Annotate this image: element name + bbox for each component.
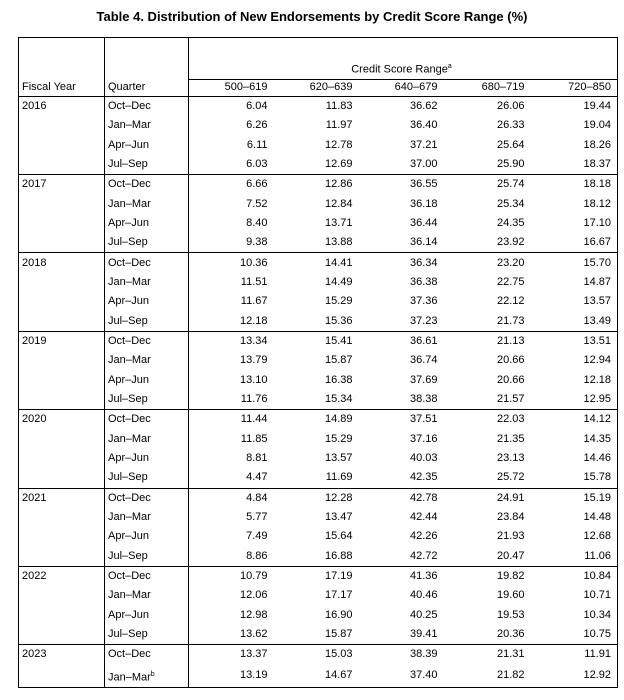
value-cell: 18.12: [531, 194, 618, 213]
value-cell: 42.35: [359, 468, 444, 488]
value-cell: 16.90: [324, 608, 353, 621]
value-cell: 15.36: [274, 311, 359, 331]
value-cell: 13.10: [239, 373, 268, 386]
value-cell: 19.44: [531, 96, 618, 116]
footnote-b-marker: b: [150, 670, 155, 678]
value-cell: 37.00: [359, 155, 444, 175]
value-cell: 13.71: [324, 216, 353, 229]
value-cell: 10.84: [531, 566, 618, 586]
table-row: [19, 331, 618, 351]
value-cell: 15.34: [274, 390, 359, 410]
quarter-cell: [105, 449, 189, 468]
value-cell: 6.04: [246, 99, 268, 112]
value-cell: 39.41: [359, 625, 444, 645]
quarter-label: Jan–Mar: [108, 119, 151, 132]
quarter-label: Oct–Dec: [108, 491, 151, 504]
credit-score-range-header: [189, 58, 618, 79]
value-cell: 16.88: [274, 547, 359, 567]
value-cell: 20.66: [496, 354, 525, 367]
quarter-label: Jul–Sep: [108, 157, 148, 170]
quarter-label: Oct–Dec: [108, 178, 151, 191]
value-cell: 36.74: [409, 354, 438, 367]
quarter-cell: [105, 273, 189, 292]
value-cell: 12.92: [531, 665, 618, 688]
fiscal-year-cell: 2017: [19, 175, 105, 195]
fiscal-year-cell: 2023: [19, 645, 105, 665]
value-cell: 21.13: [496, 334, 525, 347]
value-cell: 11.91: [531, 645, 618, 665]
table-row: [19, 233, 618, 253]
value-cell: 10.36: [239, 256, 268, 269]
value-cell: 40.03: [409, 452, 438, 465]
quarter-cell: [105, 116, 189, 135]
quarter-cell: [105, 351, 189, 370]
value-cell: 17.17: [324, 589, 353, 602]
table-row: [19, 292, 618, 311]
value-cell: 21.93: [496, 530, 525, 543]
quarter-cell: [105, 311, 189, 331]
value-cell: 42.72: [359, 547, 444, 567]
table-row: [19, 351, 618, 370]
quarter-label: Jul–Sep: [108, 392, 148, 405]
table-row: [19, 194, 618, 213]
table-row: [19, 586, 618, 605]
table-row: [19, 606, 618, 625]
value-cell: 14.49: [324, 275, 353, 288]
table-row: [19, 468, 618, 488]
quarter-label: Apr–Jun: [108, 530, 149, 543]
value-cell: 13.88: [274, 233, 359, 253]
value-cell: 40.25: [409, 608, 438, 621]
value-cell: 19.53: [496, 608, 525, 621]
value-cell: 13.57: [531, 292, 618, 311]
quarter-label: Apr–Jun: [108, 608, 149, 621]
value-cell: 13.57: [324, 452, 353, 465]
value-cell: 16.67: [531, 233, 618, 253]
quarter-cell: [105, 586, 189, 605]
value-cell: 21.73: [444, 311, 531, 331]
quarter-cell: [105, 331, 189, 351]
table-row: [19, 155, 618, 175]
value-cell: 14.35: [531, 430, 618, 449]
quarter-cell: [105, 430, 189, 449]
value-cell: 23.92: [444, 233, 531, 253]
quarter-label: Oct–Dec: [108, 99, 151, 112]
quarter-label: Oct–Dec: [108, 413, 151, 426]
table-row: [19, 253, 618, 273]
value-cell: 15.78: [531, 468, 618, 488]
table-row: [19, 214, 618, 233]
value-cell: 38.38: [359, 390, 444, 410]
value-cell: 26.33: [496, 119, 525, 132]
value-cell: 36.40: [409, 119, 438, 132]
value-cell: 22.12: [496, 295, 525, 308]
table-row: [19, 370, 618, 389]
fiscal-year-cell: 2019: [19, 331, 105, 351]
value-cell: 41.36: [409, 570, 438, 583]
value-cell: 37.23: [359, 311, 444, 331]
value-cell: 19.04: [531, 116, 618, 135]
credit-score-table: [18, 37, 618, 688]
value-cell: 25.72: [444, 468, 531, 488]
quarter-label: Jan–Mar: [108, 671, 151, 684]
value-cell: 19.60: [496, 589, 525, 602]
value-cell: 13.79: [239, 354, 268, 367]
quarter-cell: [105, 253, 189, 273]
quarter-cell: [105, 175, 189, 195]
value-cell: 12.68: [531, 527, 618, 546]
value-cell: 17.10: [531, 214, 618, 233]
table-row: [19, 96, 618, 116]
value-cell: 7.49: [246, 530, 268, 543]
value-cell: 36.62: [409, 99, 438, 112]
table-row: [19, 449, 618, 468]
fiscal-year-cell: 2022: [19, 566, 105, 586]
value-cell: 11.67: [240, 295, 268, 308]
quarter-cell: [105, 527, 189, 546]
value-cell: 14.12: [531, 410, 618, 430]
quarter-label: Oct–Dec: [108, 334, 151, 347]
value-cell: 10.71: [531, 586, 618, 605]
value-cell: 4.47: [189, 468, 274, 488]
value-cell: 14.41: [324, 256, 353, 269]
value-cell: 37.36: [409, 295, 438, 308]
quarter-cell: [105, 233, 189, 253]
quarter-label: Oct–Dec: [108, 648, 151, 661]
fiscal-year-cell: 2016: [19, 96, 105, 116]
quarter-cell: [105, 370, 189, 389]
value-cell: 12.98: [239, 608, 268, 621]
quarter-cell: [105, 566, 189, 586]
value-cell: 12.84: [324, 197, 353, 210]
quarter-cell: [105, 547, 189, 567]
range-header: 500–619: [189, 79, 274, 96]
quarter-cell: [105, 214, 189, 233]
value-cell: 17.19: [324, 570, 353, 583]
value-cell: 12.95: [531, 390, 618, 410]
value-cell: 18.37: [531, 155, 618, 175]
value-cell: 15.29: [324, 295, 353, 308]
value-cell: 5.77: [246, 511, 268, 524]
value-cell: 13.47: [324, 511, 353, 524]
value-cell: 25.74: [496, 178, 525, 191]
value-cell: 6.11: [246, 138, 268, 151]
value-cell: 14.67: [274, 665, 359, 688]
value-cell: 12.94: [531, 351, 618, 370]
quarter-label: Oct–Dec: [108, 570, 151, 583]
value-cell: 36.14: [359, 233, 444, 253]
fiscal-year-cell: 2020: [19, 410, 105, 430]
value-cell: 6.26: [246, 119, 268, 132]
value-cell: 11.85: [240, 432, 268, 445]
value-cell: 38.39: [409, 648, 438, 661]
table-row: [19, 175, 618, 195]
quarter-cell: [105, 508, 189, 527]
value-cell: 13.49: [531, 311, 618, 331]
quarter-cell: [105, 606, 189, 625]
value-cell: 15.70: [531, 253, 618, 273]
table-row: [19, 116, 618, 135]
footnote-a-marker: a: [447, 63, 452, 70]
table-row: [19, 135, 618, 154]
value-cell: 15.29: [324, 432, 353, 445]
fiscal-year-header: Fiscal Year: [19, 79, 105, 96]
credit-score-range-label: Credit Score Range: [351, 63, 448, 76]
quarter-label: Jul–Sep: [108, 314, 148, 327]
value-cell: 19.82: [496, 570, 525, 583]
value-cell: 12.18: [531, 370, 618, 389]
quarter-cell: [105, 468, 189, 488]
table-row: [19, 508, 618, 527]
value-cell: 21.57: [444, 390, 531, 410]
value-cell: 40.46: [409, 589, 438, 602]
value-cell: 22.03: [496, 413, 525, 426]
quarter-header: Quarter: [105, 79, 189, 96]
quarter-cell: [105, 135, 189, 154]
value-cell: 13.34: [239, 334, 268, 347]
quarter-label: Apr–Jun: [108, 138, 149, 151]
value-cell: 11.97: [325, 119, 353, 132]
value-cell: 11.69: [274, 468, 359, 488]
table-row: [19, 410, 618, 430]
range-header: 680–719: [444, 79, 531, 96]
range-header: 620–639: [274, 79, 359, 96]
value-cell: 21.82: [444, 665, 531, 688]
value-cell: 6.66: [246, 178, 268, 191]
value-cell: 20.47: [444, 547, 531, 567]
quarter-cell: [105, 155, 189, 175]
table-row: [19, 665, 618, 688]
quarter-cell: [105, 625, 189, 645]
quarter-label: Oct–Dec: [108, 256, 151, 269]
fiscal-year-cell: 2018: [19, 253, 105, 273]
value-cell: 36.55: [409, 178, 438, 191]
value-cell: 20.36: [444, 625, 531, 645]
value-cell: 13.37: [239, 648, 268, 661]
table-row: [19, 645, 618, 665]
table-row: [19, 390, 618, 410]
value-cell: 10.34: [531, 606, 618, 625]
quarter-label: Jul–Sep: [108, 628, 148, 641]
quarter-label: Apr–Jun: [108, 452, 149, 465]
value-cell: 37.21: [409, 138, 438, 151]
value-cell: 13.62: [189, 625, 274, 645]
value-cell: 20.66: [496, 373, 525, 386]
value-cell: 13.19: [189, 665, 274, 688]
quarter-label: Jan–Mar: [108, 197, 151, 210]
value-cell: 24.91: [496, 491, 525, 504]
value-cell: 36.18: [409, 197, 438, 210]
quarter-cell: [105, 96, 189, 116]
value-cell: 42.78: [409, 491, 438, 504]
quarter-label: Jan–Mar: [108, 432, 151, 445]
value-cell: 4.84: [246, 491, 268, 504]
table-row: [19, 488, 618, 508]
table-row: [19, 547, 618, 567]
value-cell: 22.75: [496, 275, 525, 288]
table-row: [19, 273, 618, 292]
value-cell: 11.76: [189, 390, 274, 410]
value-cell: 9.38: [189, 233, 274, 253]
quarter-cell: [105, 645, 189, 665]
value-cell: 26.06: [496, 99, 525, 112]
value-cell: 6.03: [189, 155, 274, 175]
quarter-label: Jan–Mar: [108, 354, 151, 367]
value-cell: 13.51: [531, 331, 618, 351]
value-cell: 36.34: [409, 256, 438, 269]
value-cell: 25.64: [496, 138, 525, 151]
table-title: Table 4. Distribution of New Endorsements by Credit Score Range (%): [96, 9, 528, 24]
quarter-cell: [105, 488, 189, 508]
quarter-cell: [105, 665, 189, 688]
value-cell: 21.31: [496, 648, 525, 661]
quarter-label: Jan–Mar: [108, 589, 151, 602]
value-cell: 15.03: [324, 648, 353, 661]
range-header: 720–850: [531, 79, 618, 96]
quarter-label: Jul–Sep: [108, 549, 148, 562]
value-cell: 12.18: [189, 311, 274, 331]
quarter-cell: [105, 194, 189, 213]
value-cell: 11.44: [240, 413, 268, 426]
quarter-label: Apr–Jun: [108, 373, 149, 386]
value-cell: 14.89: [324, 413, 353, 426]
value-cell: 37.16: [409, 432, 438, 445]
value-cell: 23.84: [496, 511, 525, 524]
value-cell: 12.28: [324, 491, 353, 504]
value-cell: 42.26: [409, 530, 438, 543]
value-cell: 16.38: [324, 373, 353, 386]
value-cell: 12.86: [324, 178, 353, 191]
value-cell: 21.35: [496, 432, 525, 445]
table-row: [19, 566, 618, 586]
table-row: [19, 311, 618, 331]
value-cell: 23.13: [496, 452, 525, 465]
quarter-label: Apr–Jun: [108, 295, 149, 308]
value-cell: 14.87: [531, 273, 618, 292]
value-cell: 12.78: [324, 138, 353, 151]
fiscal-year-cell: 2021: [19, 488, 105, 508]
table-row: [19, 527, 618, 546]
value-cell: 15.64: [324, 530, 353, 543]
value-cell: 10.75: [531, 625, 618, 645]
value-cell: 12.69: [274, 155, 359, 175]
value-cell: 8.86: [189, 547, 274, 567]
quarter-label: Jan–Mar: [108, 511, 151, 524]
table-body: [19, 96, 618, 688]
value-cell: 11.51: [240, 275, 268, 288]
value-cell: 8.40: [246, 216, 268, 229]
value-cell: 42.44: [409, 511, 438, 524]
quarter-cell: [105, 390, 189, 410]
table-row: [19, 430, 618, 449]
value-cell: 24.35: [496, 216, 525, 229]
value-cell: 37.51: [409, 413, 438, 426]
value-cell: 8.81: [246, 452, 268, 465]
value-cell: 15.19: [531, 488, 618, 508]
quarter-label: Jul–Sep: [108, 471, 148, 484]
value-cell: 15.41: [324, 334, 353, 347]
value-cell: 14.46: [531, 449, 618, 468]
value-cell: 36.61: [409, 334, 438, 347]
quarter-label: Jul–Sep: [108, 236, 148, 249]
value-cell: 7.52: [246, 197, 268, 210]
value-cell: 36.38: [409, 275, 438, 288]
value-cell: 11.06: [531, 547, 618, 567]
quarter-cell: [105, 292, 189, 311]
value-cell: 36.44: [409, 216, 438, 229]
value-cell: 14.48: [531, 508, 618, 527]
range-header: 640–679: [359, 79, 444, 96]
value-cell: 11.83: [325, 99, 353, 112]
value-cell: 37.69: [409, 373, 438, 386]
quarter-label: Apr–Jun: [108, 216, 149, 229]
value-cell: 15.87: [324, 354, 353, 367]
value-cell: 25.90: [444, 155, 531, 175]
quarter-label: Jan–Mar: [108, 275, 151, 288]
value-cell: 23.20: [496, 256, 525, 269]
table-row: [19, 625, 618, 645]
value-cell: 18.18: [531, 175, 618, 195]
value-cell: 18.26: [531, 135, 618, 154]
value-cell: 37.40: [359, 665, 444, 688]
quarter-cell: [105, 410, 189, 430]
value-cell: 25.34: [496, 197, 525, 210]
value-cell: 12.06: [239, 589, 268, 602]
value-cell: 15.87: [274, 625, 359, 645]
value-cell: 10.79: [239, 570, 268, 583]
